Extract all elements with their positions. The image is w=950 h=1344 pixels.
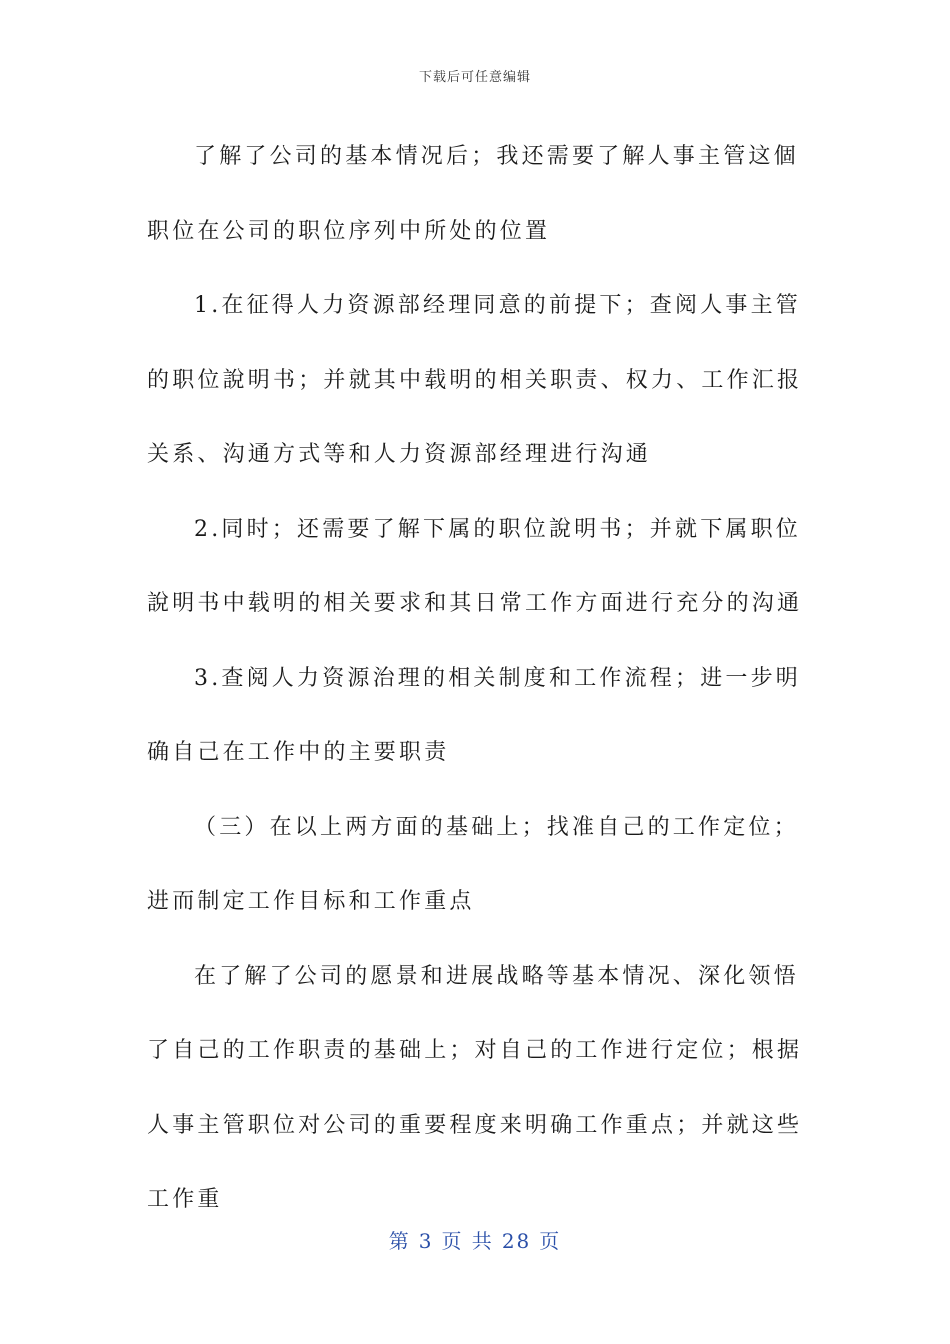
- footer-middle: 页 共: [441, 1229, 494, 1253]
- footer-prefix: 第: [388, 1229, 411, 1253]
- paragraph-4: 3.查阅人力资源治理的相关制度和工作流程；进一步明确自己在工作中的主要职责: [147, 665, 801, 765]
- footer-current-page: 3: [418, 1229, 434, 1253]
- footer-suffix: 页: [539, 1229, 562, 1253]
- document-body: [147, 120, 812, 1238]
- page-header: 下载后可任意编辑: [418, 70, 531, 85]
- footer-total-pages: 28: [501, 1229, 532, 1253]
- paragraph-1: 了解了公司的基本情况后；我还需要了解人事主管这個职位在公司的职位序列中所处的位置: [147, 144, 799, 244]
- paragraph-2: 1.在征得人力资源部经理同意的前提下；查阅人事主管的职位說明书；并就其中载明的相关职责、权力、工作汇报关系、沟通方式等和人力资源部经理进行沟通: [147, 293, 803, 467]
- paragraph-3: 2.同时；还需要了解下属的职位說明书；并就下属职位說明书中载明的相关要求和其日常工作方面进行充分的沟通: [147, 516, 803, 616]
- page-footer: [0, 1225, 950, 1254]
- paragraph-5: （三）在以上两方面的基础上；找准自己的工作定位；进而制定工作目标和工作重点: [147, 814, 799, 914]
- paragraph-6: 在了解了公司的愿景和进展战略等基本情况、深化领悟了自己的工作职责的基础上；对自己的工作进行定位；根据人事主管职位对公司的重要程度来明确工作重点；并就这些工作重: [147, 963, 803, 1212]
